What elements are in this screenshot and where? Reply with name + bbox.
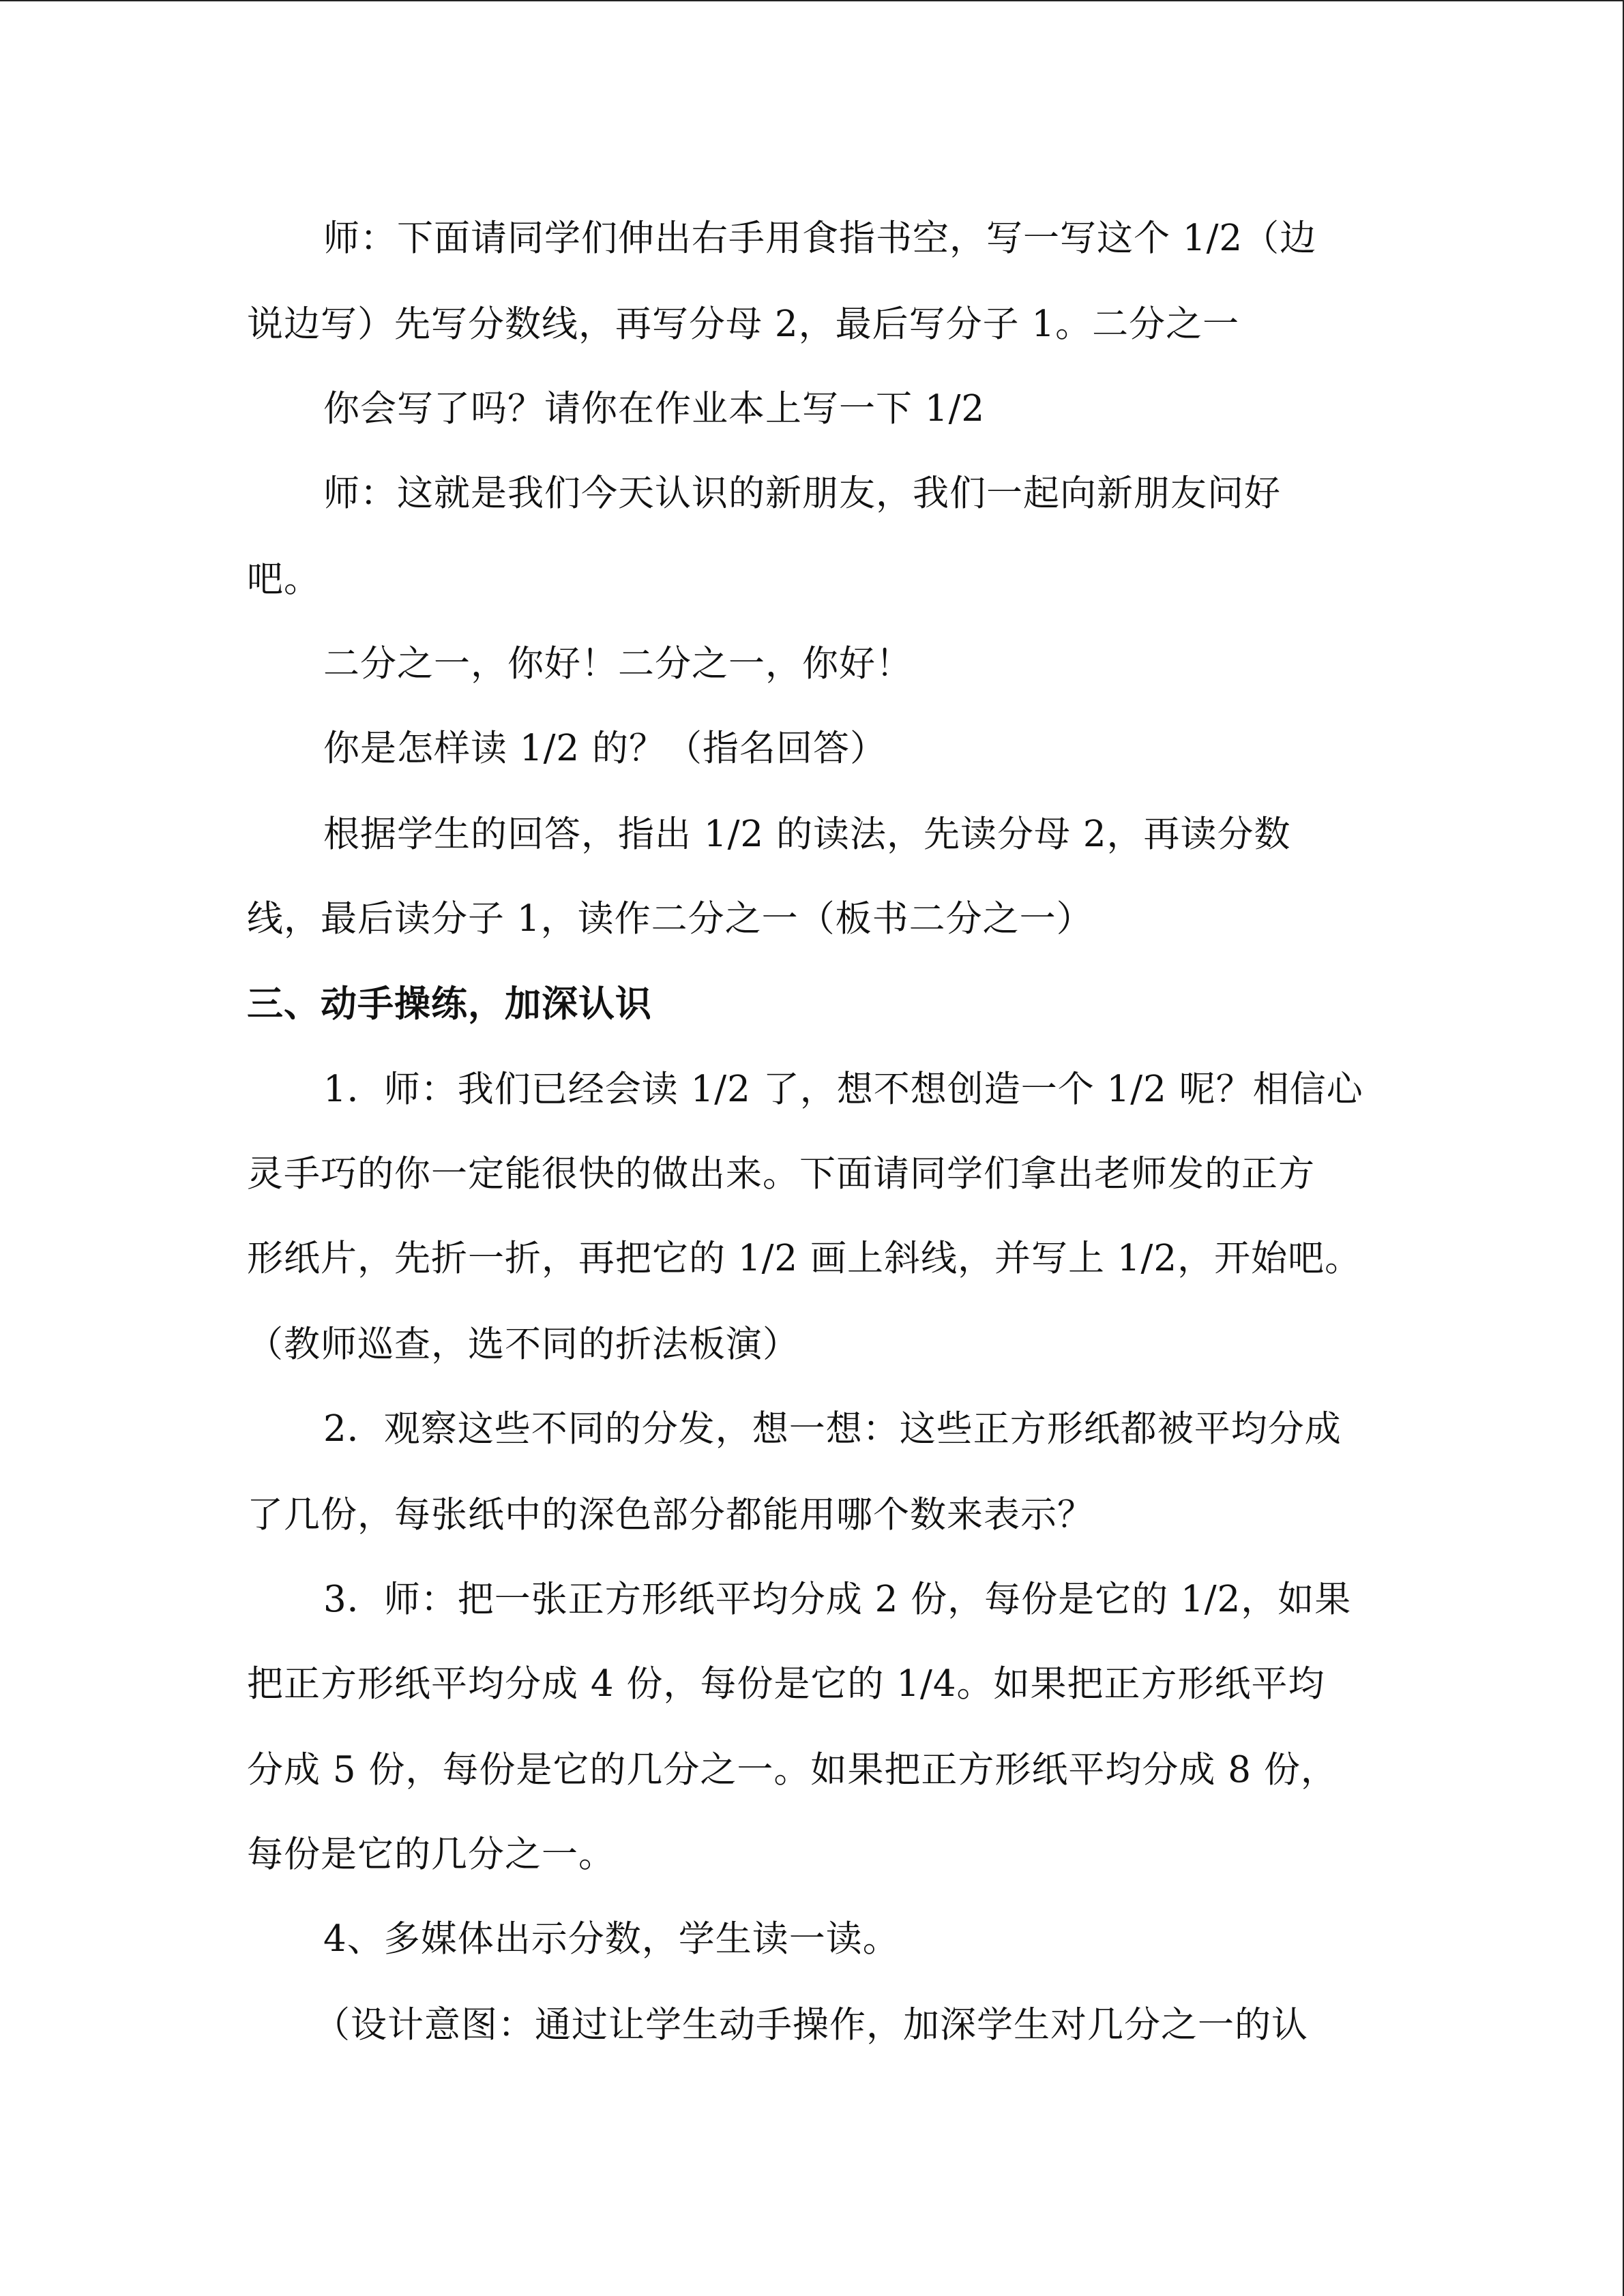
paragraph-line: 每份是它的几分之一。 bbox=[247, 1834, 615, 1875]
paragraph-line: 线，最后读分子 1，读作二分之一（板书二分之一） bbox=[247, 898, 1093, 940]
paragraph-line: 3．师：把一张正方形纸平均分成 2 份，每份是它的 1/2，如果 bbox=[323, 1579, 1352, 1620]
paragraph-line: （设计意图：通过让学生动手操作，加深学生对几分之一的认 bbox=[314, 2004, 1308, 2046]
paragraph-line: 分成 5 份，每份是它的几分之一。如果把正方形纸平均分成 8 份， bbox=[247, 1749, 1338, 1791]
paragraph-line: 形纸片，先折一折，再把它的 1/2 画上斜线，并写上 1/2，开始吧。 bbox=[247, 1238, 1362, 1279]
paragraph-line: 根据学生的回答，指出 1/2 的读法，先读分母 2，再读分数 bbox=[323, 814, 1291, 855]
section-heading: 三、动手操练，加深认识 bbox=[247, 983, 652, 1025]
paragraph-line: 吧。 bbox=[247, 558, 321, 600]
paragraph-line: （教师巡查，选不同的折法板演） bbox=[247, 1324, 799, 1365]
paragraph-line: 1．师：我们已经会读 1/2 了，想不想创造一个 1/2 呢？相信心 bbox=[323, 1069, 1363, 1110]
paragraph-line: 2．观察这些不同的分发，想一想：这些正方形纸都被平均分成 bbox=[323, 1408, 1342, 1450]
paragraph-line: 把正方形纸平均分成 4 份，每份是它的 1/4。如果把正方形纸平均 bbox=[247, 1663, 1325, 1705]
paragraph-line: 你会写了吗？请你在作业本上写一下 1/2 bbox=[323, 388, 986, 430]
paragraph-line: 师：这就是我们今天认识的新朋友，我们一起向新朋友问好 bbox=[323, 473, 1281, 514]
paragraph-line: 4、多媒体出示分数，学生读一读。 bbox=[323, 1918, 900, 1960]
paragraph-line: 二分之一，你好！二分之一，你好！ bbox=[323, 643, 913, 685]
paragraph-line: 你是怎样读 1/2 的？（指名回答） bbox=[323, 728, 887, 769]
paragraph-line: 了几份，每张纸中的深色部分都能用哪个数来表示？ bbox=[247, 1494, 1094, 1536]
paragraph-line: 师：下面请同学们伸出右手用食指书空，写一写这个 1/2（边 bbox=[323, 218, 1317, 259]
paragraph-line: 说边写）先写分数线，再写分母 2，最后写分子 1。二分之一 bbox=[247, 303, 1240, 345]
paragraph-line: 灵手巧的你一定能很快的做出来。下面请同学们拿出老师发的正方 bbox=[247, 1153, 1315, 1195]
